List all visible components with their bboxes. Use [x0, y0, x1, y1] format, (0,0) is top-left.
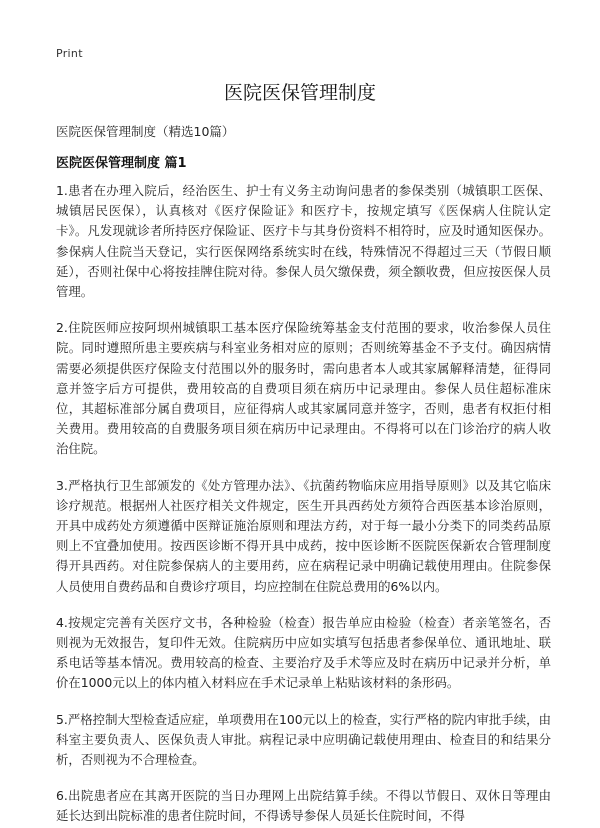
paragraph-2: 2.住院医师应按阿坝州城镇职工基本医疗保险统筹基金支付范围的要求，收治参保人员住院。同时遵照所患主要疾病与科室业务相对应的原则；否则统筹基金不予支付。确因病情需要必须提供医疗保险支付范围以外的服务时，需向患者本人或其家属解释清楚，征得同意并签字后方可提供，费用较高的自费项目须在病历中记录理由。参保人员住超标准床位，其超标准部分属自费项目，应征得病人或其家属同意并签字，否则，患者有权拒付相关费用。费用较高的自费服务项目须在病历中记录理由。不得将可以在门诊治疗的病人收治住院。	[56, 320, 551, 457]
paragraph-6: 6.出院患者应在其离开医院的当日办理网上出院结算手续。不得以节假日、双休日等理由延长达到出院标准的患者住院时间，不得诱导参保人员延长住院时间，不得	[56, 788, 551, 824]
paragraph-5: 5.严格控制大型检查适应症，单项费用在100元以上的检查，实行严格的院内审批手续，由科室主要负责人、医保负责人审批。病程记录中应明确记载使用理由、检查目的和结果分析，否则视为不合理检查。	[56, 711, 551, 768]
print-link[interactable]: Print	[56, 47, 83, 60]
paragraph-1: 1.患者在办理入院后，经治医生、护士有义务主动询问患者的参保类别（城镇职工医保、城镇居民医保），认真核对《医疗保险证》和医疗卡，按规定填写《医保病人住院认定卡》。凡发现就诊者所持医疗保险证、医疗卡与其身份资料不相符时，应及时通知医保办。参保病人住院当天登记，实行医保网络系统实时在线，特殊情况不得超过三天（节假日顺延），否则社保中心将按挂牌住院对待。参保人员欠缴保费，须全额收费，但应按医保人员管理。	[56, 183, 551, 300]
document-title: 医院医保管理制度	[223, 82, 376, 104]
document-body	[56, 181, 551, 828]
paragraph-4: 4.按规定完善有关医疗文书，各种检验（检查）报告单应由检验（检查）者亲笔签名，否则视为无效报告，复印件无效。住院病历中应如实填写包括患者参保单位、通讯地址、联系电话等基本情况。费用较高的检查、主要治疗及手术等应及时在病历中记录并分析，单价在1000元以上的体内植入材料应在手术记录单上粘贴该材料的条形码。	[56, 614, 551, 691]
section-heading: 医院医保管理制度 篇1	[56, 156, 187, 171]
paragraph-3: 3.严格执行卫生部颁发的《处方管理办法》、《抗菌药物临床应用指导原则》以及其它临床诊疗规范。根据州人社医疗相关文件规定，医生开具西药处方须符合西医基本诊治原则，开具中成药处方须遵循中医辩证施治原则和理法方药，对于每一最小分类下的同类药品原则上不宜叠加使用。按西医诊断不得开具中成药，按中医诊断不医院医保新农合管理制度得开具西药。对住院参保病人的主要用药，应在病程记录中明确记载使用理由。住院参保人员使用自费药品和自费诊疗项目，均应控制在住院总费用的6%以内。	[56, 477, 551, 594]
document-subtitle: 医院医保管理制度（精选10篇）	[56, 124, 235, 139]
